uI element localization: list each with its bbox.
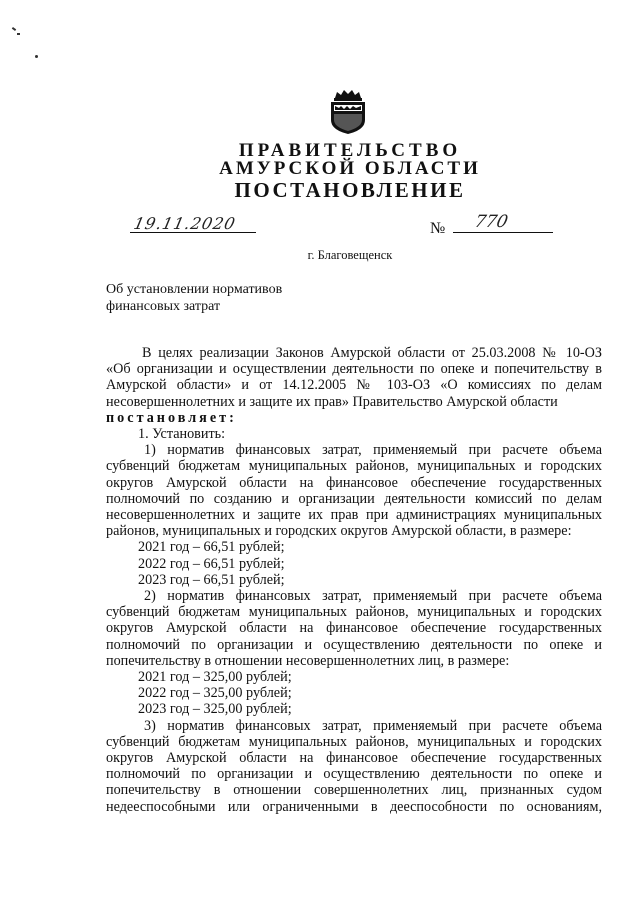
year-rate-line: 2021 год – 66,51 рублей;	[138, 539, 285, 556]
text-line: Амурской области» и от 14.12.2005 № 103-ОЗ «О комиссиях по делам	[106, 377, 602, 394]
resolves-word: постановляет:	[106, 409, 237, 426]
text-line: попечительству в отношении совершеннолетних лиц, признанных судом	[106, 782, 602, 799]
year-rate-line: 2021 год – 325,00 рублей;	[138, 669, 292, 686]
scan-speck	[35, 55, 38, 58]
document-body	[106, 345, 602, 815]
text-line: недееспособными или ограниченными в дееспособности по основаниям,	[106, 798, 602, 815]
text-line: субвенций бюджетам муниципальных районов, муниципальных и городских	[106, 458, 602, 475]
text-line: полномочий по созданию и организации деятельности комиссий по делам	[106, 490, 602, 507]
text-line: субвенций бюджетам муниципальных районов, муниципальных и городских	[106, 604, 602, 621]
document-number: 770	[472, 212, 510, 232]
year-rate-line: 2022 год – 66,51 рублей;	[138, 555, 285, 572]
document-subject	[106, 281, 282, 315]
date-underline	[130, 232, 256, 233]
text-line: попечительству в отношении несовершеннолетних лиц, в размере:	[106, 652, 510, 669]
subject-line: Об установлении нормативов	[106, 282, 283, 297]
year-rate-line: 2022 год – 325,00 рублей;	[138, 685, 292, 702]
coat-of-arms-emblem	[326, 87, 370, 135]
text-line: 3) норматив финансовых затрат, применяемый при расчете объема	[144, 717, 602, 734]
text-line: районов, муниципальных и городских округов Амурской области, в размере:	[106, 523, 572, 540]
scan-speck	[12, 27, 16, 31]
text-line: В целях реализации Законов Амурской области от 25.03.2008 № 10-ОЗ	[142, 345, 602, 361]
year-rate-line: 2023 год – 325,00 рублей;	[138, 701, 292, 718]
text-line: округов Амурской области на финансовое обеспечение государственных	[106, 620, 602, 637]
subject-line: финансовых затрат	[106, 299, 221, 314]
text-line: полномочий по организации и осуществлению деятельности по опеке и	[106, 636, 602, 653]
text-line: 2) норматив финансовых затрат, применяемый при расчете объема	[144, 588, 602, 605]
item-heading: 1. Установить:	[138, 426, 226, 443]
city-line: г. Благовещенск	[307, 248, 393, 262]
region-title: АМУРСКОЙ ОБЛАСТИ	[219, 158, 481, 179]
scan-speck	[17, 33, 20, 35]
number-sign: №	[430, 220, 446, 237]
text-line: 1) норматив финансовых затрат, применяемый при расчете объема	[144, 442, 602, 459]
text-line: несовершеннолетних и защите их прав» Правительство Амурской области	[106, 393, 558, 410]
text-line: округов Амурской области на финансовое обеспечение государственных	[106, 474, 602, 491]
text-line: округов Амурской области на финансовое обеспечение государственных	[106, 750, 602, 767]
text-line: субвенций бюджетам муниципальных районов, муниципальных и городских	[106, 733, 602, 750]
text-line: полномочий по организации и осуществлению деятельности по опеке и	[106, 766, 602, 783]
government-title: ПРАВИТЕЛЬСТВО	[238, 140, 462, 161]
text-line: несовершеннолетних и защите их прав при администрациях муниципальных	[106, 507, 602, 524]
document-type-title: ПОСТАНОВЛЕНИЕ	[234, 178, 466, 202]
year-rate-line: 2023 год – 66,51 рублей;	[138, 571, 285, 588]
text-line: «Об организации и осуществлении деятельности по опеке и попечительству в	[106, 361, 602, 378]
number-underline	[453, 232, 553, 233]
document-date: 19.11.2020	[131, 214, 238, 233]
